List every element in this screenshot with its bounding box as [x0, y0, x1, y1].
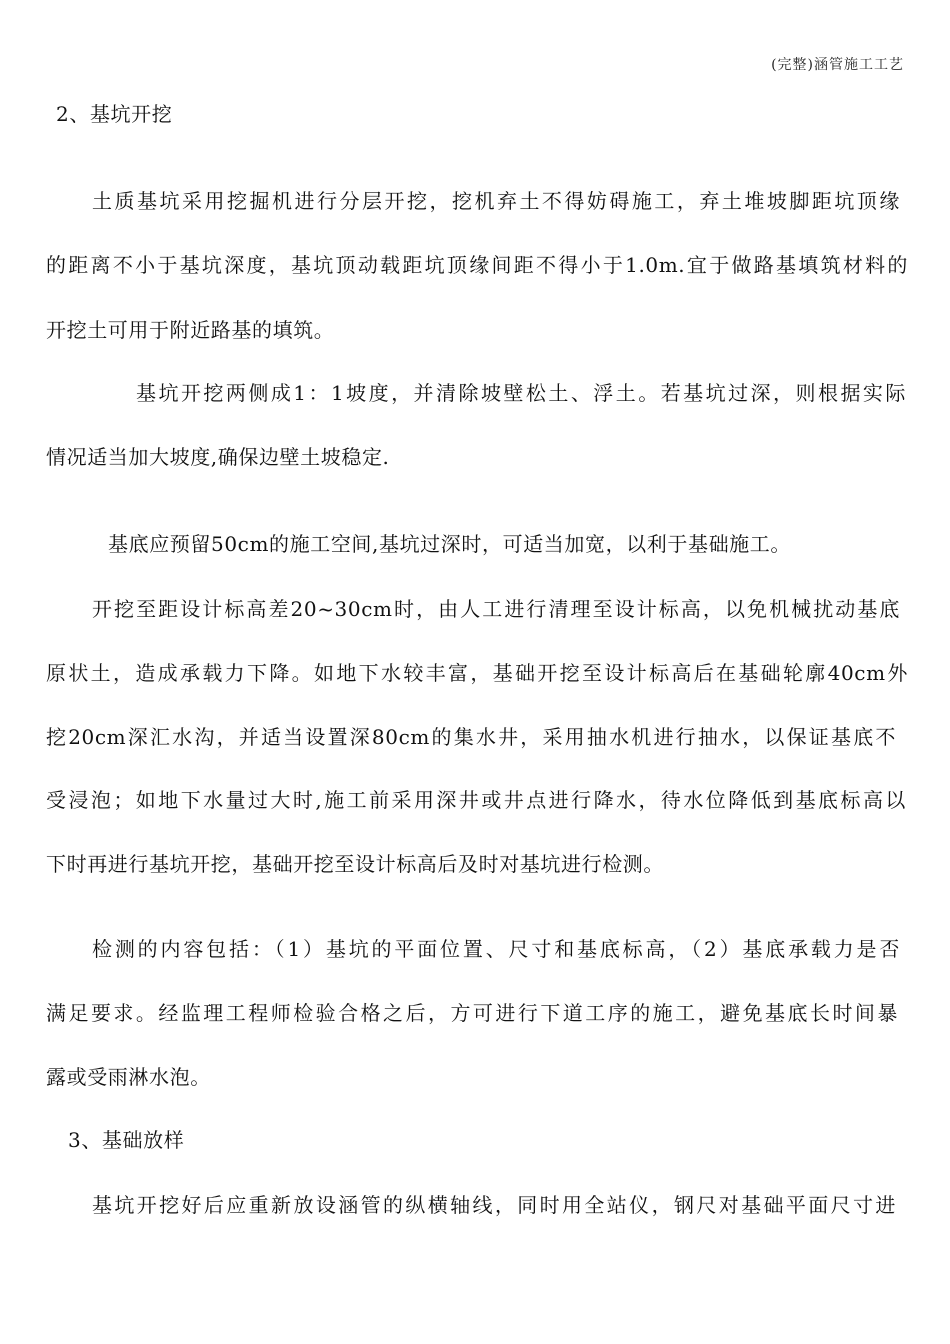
paragraph-line: 土质基坑采用挖掘机进行分层开挖，挖机弃土不得妨碍施工，弃土堆坡脚距坑顶缘	[92, 189, 900, 213]
paragraph-line: 下时再进行基坑开挖，基础开挖至设计标高后及时对基坑进行检测。	[46, 852, 664, 876]
document-header-title: (完整)涵管施工工艺	[771, 57, 904, 73]
paragraph-line: 情况适当加大坡度,确保边壁土坡稳定.	[46, 445, 390, 469]
paragraph-line: 基底应预留50cm的施工空间,基坑过深时，可适当加宽，以利于基础施工。	[108, 532, 791, 556]
paragraph-line: 挖20cm深汇水沟，并适当设置深80cm的集水井，采用抽水机进行抽水，以保证基底不	[46, 725, 896, 749]
paragraph-line: 满足要求。经监理工程师检验合格之后，方可进行下道工序的施工，避免基底长时间暴	[46, 1001, 898, 1025]
paragraph-line: 受浸泡；如地下水量过大时,施工前采用深井或井点进行降水，待水位降低到基底标高以	[46, 788, 906, 812]
paragraph-line: 原状土，造成承载力下降。如地下水较丰富，基础开挖至设计标高后在基础轮廓40cm外	[46, 661, 908, 685]
paragraph-line: 开挖土可用于附近路基的填筑。	[46, 318, 335, 342]
section-heading: 3、基础放样	[68, 1128, 185, 1152]
section-heading: 2、基坑开挖	[56, 102, 173, 126]
paragraph-line: 基坑开挖两侧成1：1坡度，并清除坡壁松土、浮土。若基坑过深，则根据实际	[136, 381, 906, 405]
paragraph-line: 的距离不小于基坑深度，基坑顶动载距坑顶缘间距不得小于1.0m.宜于做路基填筑材料的	[46, 253, 908, 277]
paragraph-line: 开挖至距设计标高差20~30cm时，由人工进行清理至设计标高，以免机械扰动基底	[92, 597, 900, 621]
paragraph-line: 基坑开挖好后应重新放设涵管的纵横轴线，同时用全站仪，钢尺对基础平面尺寸进	[92, 1193, 896, 1217]
paragraph-line: 检测的内容包括：（1）基坑的平面位置、尺寸和基底标高，（2）基底承载力是否	[92, 937, 900, 961]
paragraph-line: 露或受雨淋水泡。	[46, 1065, 211, 1089]
